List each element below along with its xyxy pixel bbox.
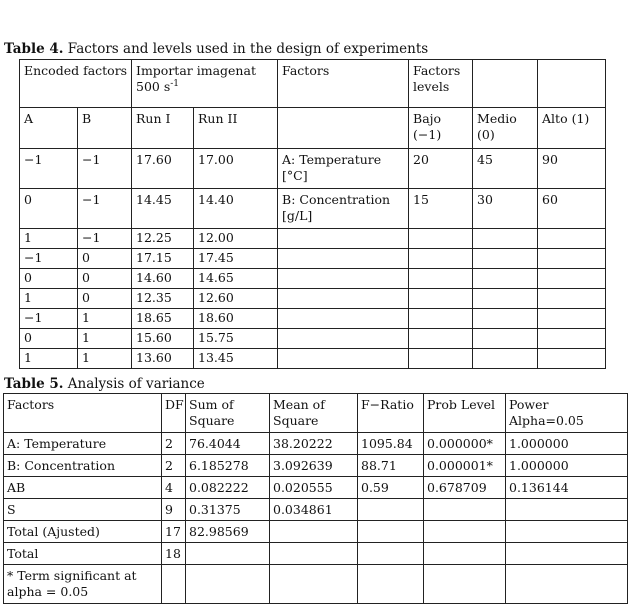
cell-empty [278,249,409,269]
cell-run1: 17.15 [132,249,194,269]
cell-empty [278,229,409,249]
table4-header-row [20,60,606,108]
header-f-ratio: F−Ratio [358,394,424,433]
cell-f: 88.71 [358,455,424,477]
cell-power: 1.000000 [506,455,628,477]
cell-empty [538,289,606,309]
cell-factor: AB [4,477,162,499]
cell-run1: 12.25 [132,229,194,249]
cell-factor: A: Temperature [4,433,162,455]
cell-run1: 12.35 [132,289,194,309]
cell-empty [409,269,473,289]
cell-df: 9 [162,499,186,521]
cell-empty [409,329,473,349]
cell-empty [424,565,506,604]
header-factors-levels: Factors levels [409,60,473,108]
table5-header-row [4,394,628,433]
header-importar-exponent: -1 [170,78,180,89]
subheader-run2: Run II [194,108,278,149]
cell-medio: 30 [473,189,538,229]
cell-b: 0 [78,249,132,269]
cell-run1: 15.60 [132,329,194,349]
cell-sum: 76.4044 [186,433,270,455]
cell-prob [424,521,506,543]
cell-b: 1 [78,349,132,369]
header-factors: Factors [278,60,409,108]
cell-f [358,521,424,543]
cell-power [506,521,628,543]
cell-df: 2 [162,455,186,477]
cell-factor: Total (Ajusted) [4,521,162,543]
header-encoded-factors: Encoded factors [20,60,132,108]
cell-run2: 12.60 [194,289,278,309]
cell-factor: Total [4,543,162,565]
header-prob-level: Prob Level [424,394,506,433]
header-mean-of-square: Mean of Square [270,394,358,433]
cell-empty [538,309,606,329]
cell-empty [270,565,358,604]
table4-caption-text: Factors and levels used in the design of experiments [63,41,429,57]
header-importar-line1: Importar imagenat [136,63,256,78]
table-row [4,543,628,565]
cell-alto: 90 [538,149,606,189]
header-empty [473,60,538,108]
cell-empty [278,309,409,329]
cell-mean: 0.020555 [270,477,358,499]
cell-b: 0 [78,289,132,309]
subheader-empty [278,108,409,149]
cell-f [358,499,424,521]
cell-run2: 15.75 [194,329,278,349]
table-row [4,521,628,543]
table-row [20,349,606,369]
cell-empty [473,329,538,349]
cell-empty [506,565,628,604]
table-row [20,149,606,189]
subheader-bajo: Bajo (−1) [409,108,473,149]
header-power: Power Alpha=0.05 [506,394,628,433]
cell-run2: 12.00 [194,229,278,249]
cell-run2: 17.00 [194,149,278,189]
table-row [20,229,606,249]
table-row [20,289,606,309]
table4-caption-label: Table 4. [4,41,64,57]
header-importar-line2: 500 s [136,79,171,94]
cell-sum: 0.082222 [186,477,270,499]
subheader-a: A [20,108,78,149]
cell-b: 0 [78,269,132,289]
cell-a: −1 [20,309,78,329]
cell-df: 2 [162,433,186,455]
cell-run2: 18.60 [194,309,278,329]
cell-empty [538,229,606,249]
cell-empty [409,229,473,249]
cell-a: 0 [20,329,78,349]
cell-mean [270,521,358,543]
cell-run1: 14.45 [132,189,194,229]
cell-b: 1 [78,309,132,329]
table5-caption [4,376,205,392]
cell-power: 1.000000 [506,433,628,455]
subheader-run1: Run I [132,108,194,149]
cell-factor: B: Concentration [4,455,162,477]
table-row [4,499,628,521]
cell-factor: S [4,499,162,521]
cell-empty [409,349,473,369]
cell-run1: 17.60 [132,149,194,189]
cell-df: 17 [162,521,186,543]
subheader-alto: Alto (1) [538,108,606,149]
cell-empty [358,565,424,604]
table4-subheader-row [20,108,606,149]
cell-medio: 45 [473,149,538,189]
cell-empty [278,329,409,349]
cell-empty [278,289,409,309]
cell-empty [278,269,409,289]
cell-empty [538,269,606,289]
cell-run2: 14.65 [194,269,278,289]
cell-bajo: 20 [409,149,473,189]
cell-prob: 0.678709 [424,477,506,499]
subheader-medio: Medio (0) [473,108,538,149]
cell-mean: 3.092639 [270,455,358,477]
cell-empty [473,309,538,329]
cell-empty [409,309,473,329]
header-empty [538,60,606,108]
table5-footnote-row [4,565,628,604]
cell-empty [538,249,606,269]
cell-empty [473,269,538,289]
cell-empty [162,565,186,604]
cell-empty [409,249,473,269]
cell-sum: 6.185278 [186,455,270,477]
header-factors: Factors [4,394,162,433]
table4 [19,59,606,369]
table5 [3,393,628,604]
table-row [4,433,628,455]
table-row [4,455,628,477]
cell-power [506,543,628,565]
cell-b: 1 [78,329,132,349]
cell-mean [270,543,358,565]
footnote: * Term significant at alpha = 0.05 [4,565,162,604]
cell-empty [186,565,270,604]
cell-mean: 38.20222 [270,433,358,455]
table-row [20,329,606,349]
cell-run2: 14.40 [194,189,278,229]
cell-a: 1 [20,289,78,309]
cell-run1: 14.60 [132,269,194,289]
table-row [20,249,606,269]
cell-factor: B: Concentration [g/L] [278,189,409,229]
cell-prob [424,543,506,565]
cell-empty [409,289,473,309]
cell-sum: 0.31375 [186,499,270,521]
table5-caption-label: Table 5. [4,376,64,392]
cell-empty [473,229,538,249]
header-sum-of-square: Sum of Square [186,394,270,433]
cell-empty [473,349,538,369]
cell-a: −1 [20,249,78,269]
cell-sum [186,543,270,565]
cell-f [358,543,424,565]
cell-a: 0 [20,269,78,289]
table4-caption [4,41,428,57]
cell-run2: 13.45 [194,349,278,369]
cell-factor: A: Temperature [°C] [278,149,409,189]
cell-sum: 82.98569 [186,521,270,543]
header-importar [132,60,278,108]
cell-power: 0.136144 [506,477,628,499]
cell-alto: 60 [538,189,606,229]
cell-empty [538,329,606,349]
cell-prob: 0.000000* [424,433,506,455]
cell-a: 0 [20,189,78,229]
cell-a: 1 [20,349,78,369]
cell-b: −1 [78,149,132,189]
cell-run1: 18.65 [132,309,194,329]
table-row [20,269,606,289]
cell-df: 18 [162,543,186,565]
subheader-b: B [78,108,132,149]
cell-prob [424,499,506,521]
header-df: DF [162,394,186,433]
table-row [20,309,606,329]
cell-power [506,499,628,521]
cell-empty [473,289,538,309]
cell-run1: 13.60 [132,349,194,369]
cell-empty [278,349,409,369]
cell-a: 1 [20,229,78,249]
cell-empty [473,249,538,269]
table-row [4,477,628,499]
cell-f: 1095.84 [358,433,424,455]
cell-b: −1 [78,229,132,249]
cell-run2: 17.45 [194,249,278,269]
cell-prob: 0.000001* [424,455,506,477]
cell-f: 0.59 [358,477,424,499]
cell-mean: 0.034861 [270,499,358,521]
cell-a: −1 [20,149,78,189]
cell-bajo: 15 [409,189,473,229]
table-row [20,189,606,229]
table5-caption-text: Analysis of variance [63,376,205,392]
cell-empty [538,349,606,369]
cell-df: 4 [162,477,186,499]
cell-b: −1 [78,189,132,229]
